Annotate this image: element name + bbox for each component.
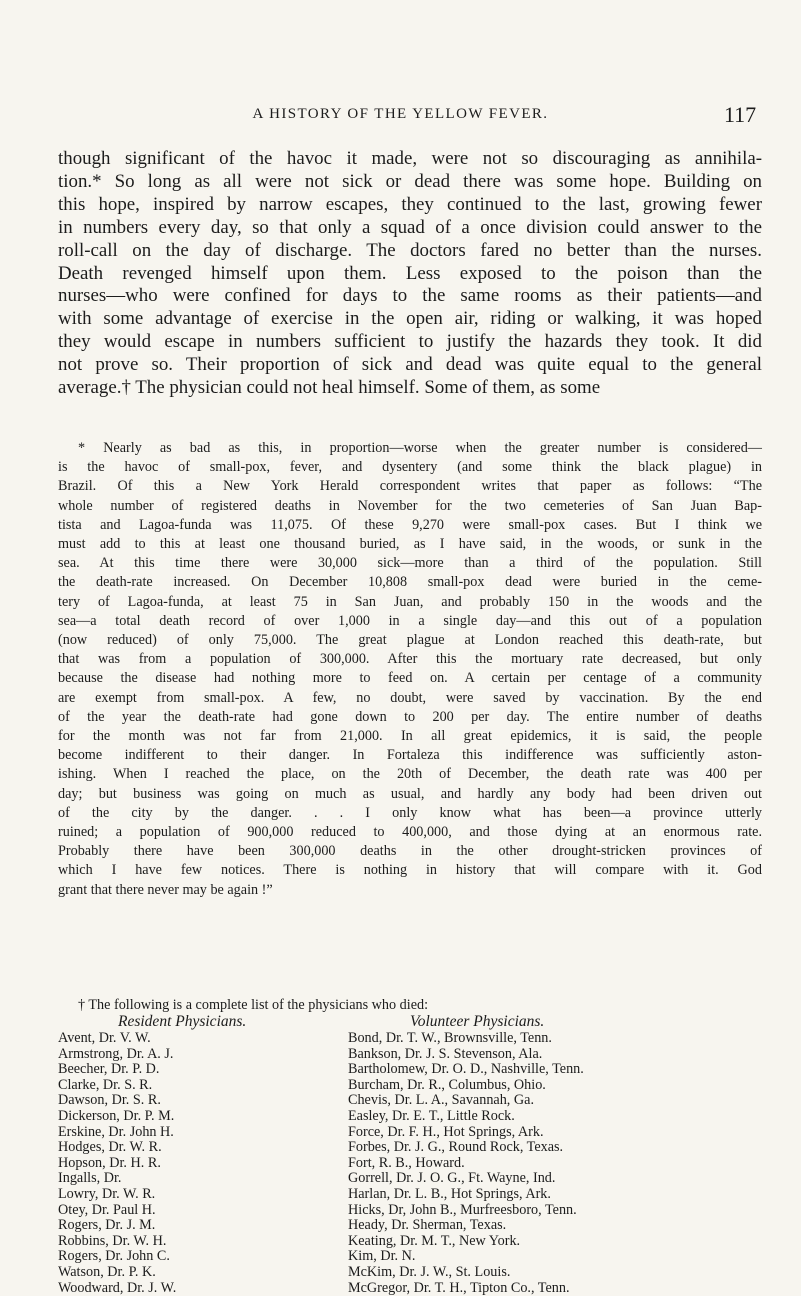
volunteer-physicians-column [348, 1012, 762, 1296]
footnote-line: ruined; a population of 900,000 reduced to 400,000, and those dying at an enormous rate. [58, 823, 762, 842]
footnote-line: tery of Lagoa-funda, at least 75 in San Juan, and probably 150 in the woods and the [58, 593, 762, 612]
body-line: though significant of the havoc it made, were not so discouraging as annihila- [58, 148, 762, 171]
resident-physicians-column [58, 1012, 348, 1296]
list-item: Bond, Dr. T. W., Brownsville, Tenn. [348, 1031, 762, 1047]
body-line: Death revenged himself upon them. Less exposed to the poison than the [58, 263, 762, 286]
list-item: Watson, Dr. P. K. [58, 1265, 348, 1281]
list-item: Kim, Dr. N. [348, 1249, 762, 1265]
list-item: Bankson, Dr. J. S. Stevenson, Ala. [348, 1047, 762, 1063]
footnote-line: the death-rate increased. On December 10,808 small-pox dead were buried in the ceme- [58, 573, 762, 592]
body-line: roll-call on the day of discharge. The doctors fared no better than the nurses. [58, 240, 762, 263]
body-line: tion.* So long as all were not sick or dead there was some hope. Building on [58, 171, 762, 194]
body-line: this hope, inspired by narrow escapes, they continued to the last, growing fewer [58, 194, 762, 217]
footnote-line: (now reduced) of only 75,000. The great plague at London reached this death-rate, but [58, 631, 762, 650]
list-item: Force, Dr. F. H., Hot Springs, Ark. [348, 1125, 762, 1141]
list-item: Forbes, Dr. J. G., Round Rock, Texas. [348, 1140, 762, 1156]
list-item: McGregor, Dr. T. H., Tipton Co., Tenn. [348, 1281, 762, 1296]
list-item: Rogers, Dr. John C. [58, 1249, 348, 1265]
list-item: Hodges, Dr. W. R. [58, 1140, 348, 1156]
list-item: Beecher, Dr. P. D. [58, 1062, 348, 1078]
list-item: Gorrell, Dr. J. O. G., Ft. Wayne, Ind. [348, 1171, 762, 1187]
footnote-line: for the month was not far from 21,000. In all great epidemics, it is said, the people [58, 727, 762, 746]
resident-physicians-list [58, 1031, 348, 1296]
list-item: Otey, Dr. Paul H. [58, 1203, 348, 1219]
body-line: average.† The physician could not heal himself. Some of them, as some [58, 377, 762, 400]
body-line: with some advantage of exercise in the open air, riding or walking, it was hoped [58, 308, 762, 331]
list-item: Lowry, Dr. W. R. [58, 1187, 348, 1203]
page-number: 117 [724, 102, 756, 128]
footnote-line: grant that there never may be again !” [58, 881, 762, 900]
list-item: Dickerson, Dr. P. M. [58, 1109, 348, 1125]
list-item: Heady, Dr. Sherman, Texas. [348, 1218, 762, 1234]
body-line: nurses—who were confined for days to the same rooms as their patients—and [58, 285, 762, 308]
list-item: Robbins, Dr. W. H. [58, 1234, 348, 1250]
volunteer-physicians-list [348, 1031, 762, 1296]
footnote-line: are exempt from small-pox. A few, no doubt, were saved by vaccination. By the end [58, 689, 762, 708]
body-line: in numbers every day, so that only a squad of a once division could answer to the [58, 217, 762, 240]
volunteer-physicians-heading: Volunteer Physicians. [348, 1012, 762, 1031]
footnote-line: tista and Lagoa-funda was 11,075. Of these 9,270 were small-pox cases. But I think we [58, 516, 762, 535]
list-item: Rogers, Dr. J. M. [58, 1218, 348, 1234]
footnote-line: sea. At this time there were 30,000 sick—more than a third of the population. Still [58, 554, 762, 573]
list-item: McKim, Dr. J. W., St. Louis. [348, 1265, 762, 1281]
footnote-line: Brazil. Of this a New York Herald correspondent writes that paper as follows: “The [58, 477, 762, 496]
list-item: Hicks, Dr, John B., Murfreesboro, Tenn. [348, 1203, 762, 1219]
physician-lists [58, 1012, 762, 1272]
footnote-line: of the city by the danger. . . I only know what has been—a province utterly [58, 804, 762, 823]
footnote-line: Probably there have been 300,000 deaths in the other drought-stricken provinces of [58, 842, 762, 861]
resident-physicians-heading: Resident Physicians. [58, 1012, 348, 1031]
footnote-line: * Nearly as bad as this, in proportion—worse when the greater number is considered— [58, 439, 762, 458]
footnote-line: sea—a total death record of over 1,000 in a single day—and this out of a population [58, 612, 762, 631]
footnote-line: which I have few notices. There is nothing in history that will compare with it. God [58, 861, 762, 880]
footnote-dagger-intro: † The following is a complete list of the physicians who died: [58, 996, 762, 1015]
footnote-line: ishing. When I reached the place, on the 20th of December, the death rate was 400 per [58, 765, 762, 784]
footnote-line: must add to this at least one thousand buried, as I have said, in the woods, or sunk in the [58, 535, 762, 554]
list-item: Hopson, Dr. H. R. [58, 1156, 348, 1172]
running-title: A HISTORY OF THE YELLOW FEVER. [0, 106, 801, 123]
list-item: Harlan, Dr. L. B., Hot Springs, Ark. [348, 1187, 762, 1203]
list-item: Fort, R. B., Howard. [348, 1156, 762, 1172]
running-head [0, 106, 801, 136]
list-item: Keating, Dr. M. T., New York. [348, 1234, 762, 1250]
footnote-line: become indifferent to their danger. In Fortaleza this indifference was sufficiently aston- [58, 746, 762, 765]
footnote-line: is the havoc of small-pox, fever, and dysentery (and some think the black plague) in [58, 458, 762, 477]
list-item: Woodward, Dr. J. W. [58, 1281, 348, 1296]
list-item: Bartholomew, Dr. O. D., Nashville, Tenn. [348, 1062, 762, 1078]
list-item: Armstrong, Dr. A. J. [58, 1047, 348, 1063]
footnote-line: day; but business was going on much as usual, and hardly any body had been driven out [58, 785, 762, 804]
footnote-line: because the disease had nothing more to feed on. A certain per centage of a community [58, 669, 762, 688]
list-item: Clarke, Dr. S. R. [58, 1078, 348, 1094]
main-paragraph [58, 148, 762, 400]
list-item: Ingalls, Dr. [58, 1171, 348, 1187]
footnote-line: whole number of registered deaths in November for the two cemeteries of San Juan Bap- [58, 497, 762, 516]
list-item: Burcham, Dr. R., Columbus, Ohio. [348, 1078, 762, 1094]
footnote-star [58, 439, 762, 900]
footnote-line: that was from a population of 300,000. After this the mortuary rate decreased, but only [58, 650, 762, 669]
list-item: Avent, Dr. V. W. [58, 1031, 348, 1047]
footnote-line: of the year the death-rate had gone down to 200 per day. The entire number of deaths [58, 708, 762, 727]
list-item: Dawson, Dr. S. R. [58, 1093, 348, 1109]
list-item: Erskine, Dr. John H. [58, 1125, 348, 1141]
list-item: Easley, Dr. E. T., Little Rock. [348, 1109, 762, 1125]
body-line: they would escape in numbers sufficient to justify the hazards they took. It did [58, 331, 762, 354]
list-item: Chevis, Dr. L. A., Savannah, Ga. [348, 1093, 762, 1109]
body-line: not prove so. Their proportion of sick and dead was quite equal to the general [58, 354, 762, 377]
